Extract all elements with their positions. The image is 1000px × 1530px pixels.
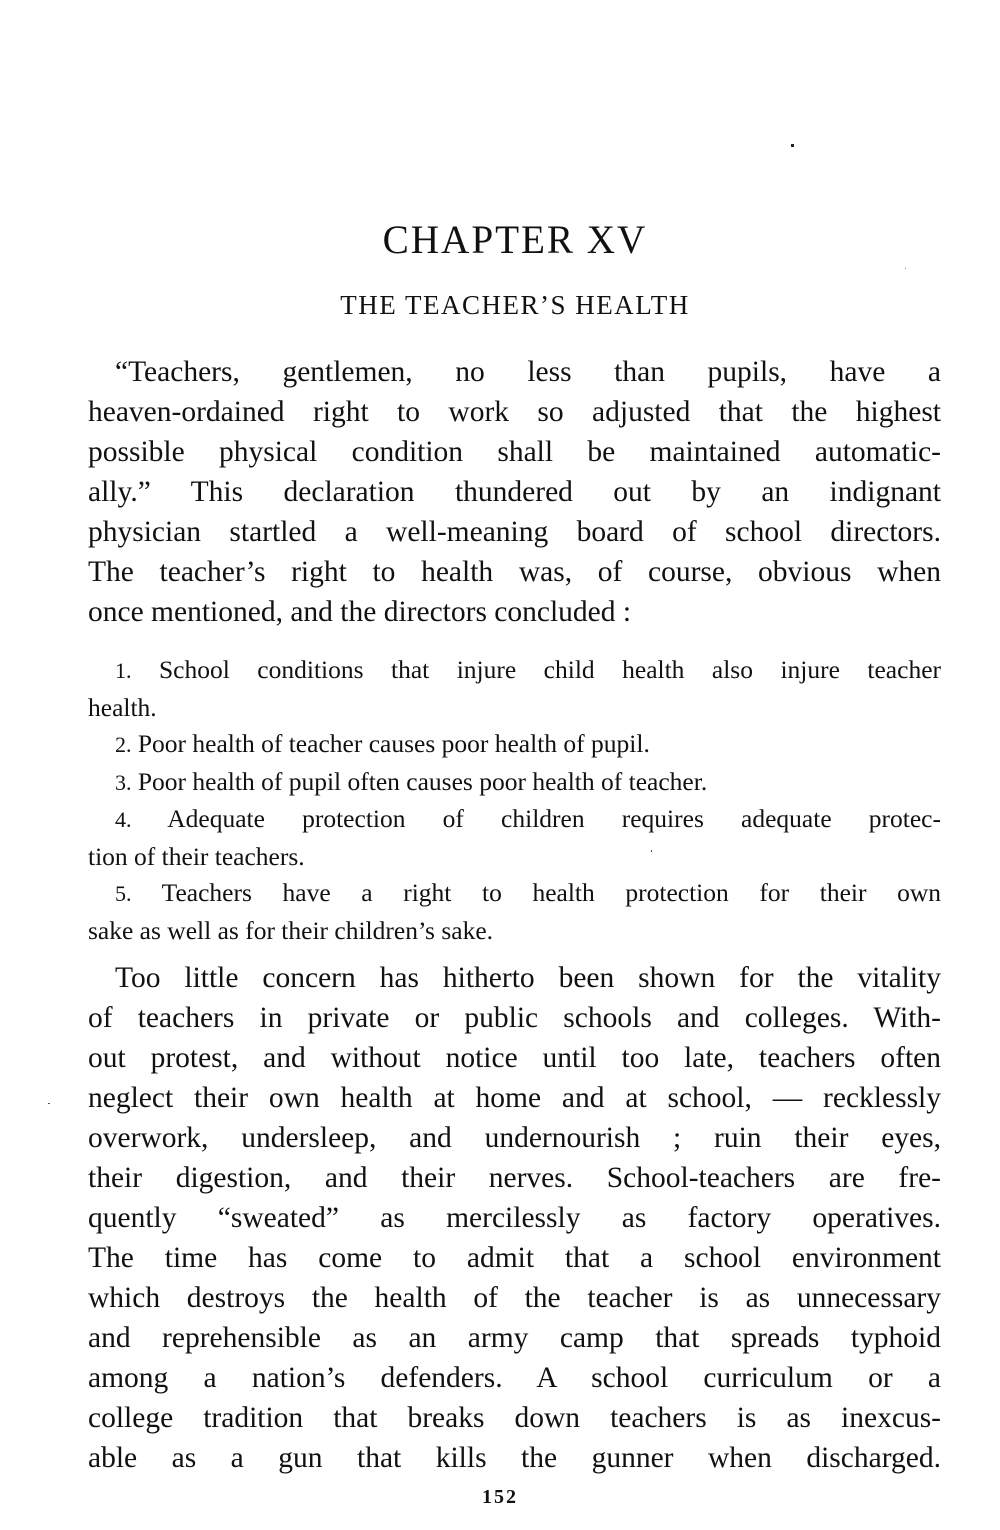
chapter-number: CHAPTER XV bbox=[382, 217, 648, 262]
conclusion-item bbox=[88, 652, 941, 726]
conclusion-number: 2. bbox=[115, 732, 132, 757]
conclusion-number: 5. bbox=[115, 881, 132, 906]
conclusion-text: Adequate protection of children requires adequate protec- bbox=[167, 804, 941, 833]
conclusion-item bbox=[88, 726, 941, 764]
conclusion-item bbox=[88, 801, 941, 875]
paragraph-line: of teachers in private or public schools and colleges. With- bbox=[88, 1002, 941, 1034]
conclusion-line bbox=[115, 726, 941, 764]
paragraph-line: overwork, undersleep, and undernourish ; ruin their eyes, bbox=[88, 1122, 941, 1154]
paragraph-line: possible physical condition shall be maintained automatic- bbox=[88, 436, 941, 468]
paragraph-line: Too little concern has hitherto been shown for the vitality bbox=[115, 962, 941, 994]
conclusion-text: Teachers have a right to health protection for their own bbox=[161, 878, 942, 907]
paragraph-line: among a nation’s defenders. A school curriculum or a bbox=[88, 1362, 941, 1394]
paragraph-line: which destroys the health of the teacher is as unnecessary bbox=[88, 1282, 941, 1314]
conclusion-text: Poor health of teacher causes poor health of pupil. bbox=[137, 729, 650, 758]
paragraph-line: out protest, and without notice until too late, teachers often bbox=[88, 1042, 941, 1074]
conclusion-item bbox=[88, 875, 941, 949]
paragraph-line: The time has come to admit that a school environment bbox=[88, 1242, 941, 1274]
paragraph-line: able as a gun that kills the gunner when discharged. bbox=[88, 1442, 941, 1474]
paragraph-line: “Teachers, gentlemen, no less than pupils, have a bbox=[115, 356, 941, 388]
conclusion-line bbox=[115, 875, 941, 913]
conclusion-number: 3. bbox=[115, 769, 132, 795]
paragraph-line: their digestion, and their nerves. School-teachers are fre- bbox=[88, 1162, 941, 1194]
paragraph-line: quently “sweated” as mercilessly as factory operatives. bbox=[88, 1202, 941, 1234]
scan-speck bbox=[905, 268, 906, 269]
paragraph-line: ally.” This declaration thundered out by an indignant bbox=[88, 476, 941, 508]
conclusion-number: 4. bbox=[115, 807, 132, 832]
paragraph-line: heaven-ordained right to work so adjusted that the highest bbox=[88, 396, 941, 428]
paragraph-line: once mentioned, and the directors concluded : bbox=[88, 596, 632, 628]
page-number: 152 bbox=[482, 1486, 518, 1508]
second-paragraph bbox=[88, 958, 941, 1478]
conclusion-text: Poor health of pupil often causes poor health of teacher. bbox=[137, 766, 708, 796]
paragraph-line: and reprehensible as an army camp that spreads typhoid bbox=[88, 1322, 941, 1354]
conclusion-line bbox=[115, 801, 941, 839]
conclusion-line bbox=[115, 652, 941, 690]
conclusion-continuation: sake as well as for their children’s sake. bbox=[88, 915, 494, 945]
paragraph-line: physician startled a well-meaning board of school directors. bbox=[88, 516, 941, 548]
conclusion-number: 1. bbox=[115, 658, 132, 683]
conclusion-text: School conditions that injure child health also injure teacher bbox=[158, 655, 942, 684]
scan-speck bbox=[791, 144, 794, 147]
scan-speck bbox=[48, 1103, 50, 1104]
paragraph-line: college tradition that breaks down teachers is as inexcus- bbox=[88, 1402, 941, 1434]
conclusion-line bbox=[115, 764, 941, 802]
conclusion-continuation: health. bbox=[88, 692, 157, 722]
paragraph-line: neglect their own health at home and at school, — recklessly bbox=[88, 1082, 941, 1114]
opening-paragraph bbox=[88, 352, 941, 632]
conclusions-list bbox=[88, 652, 941, 949]
chapter-title: THE TEACHER’S HEALTH bbox=[340, 290, 690, 320]
paragraph-line: The teacher’s right to health was, of course, obvious when bbox=[88, 556, 941, 588]
conclusion-item bbox=[88, 764, 941, 802]
conclusion-continuation: tion of their teachers. bbox=[88, 841, 305, 871]
